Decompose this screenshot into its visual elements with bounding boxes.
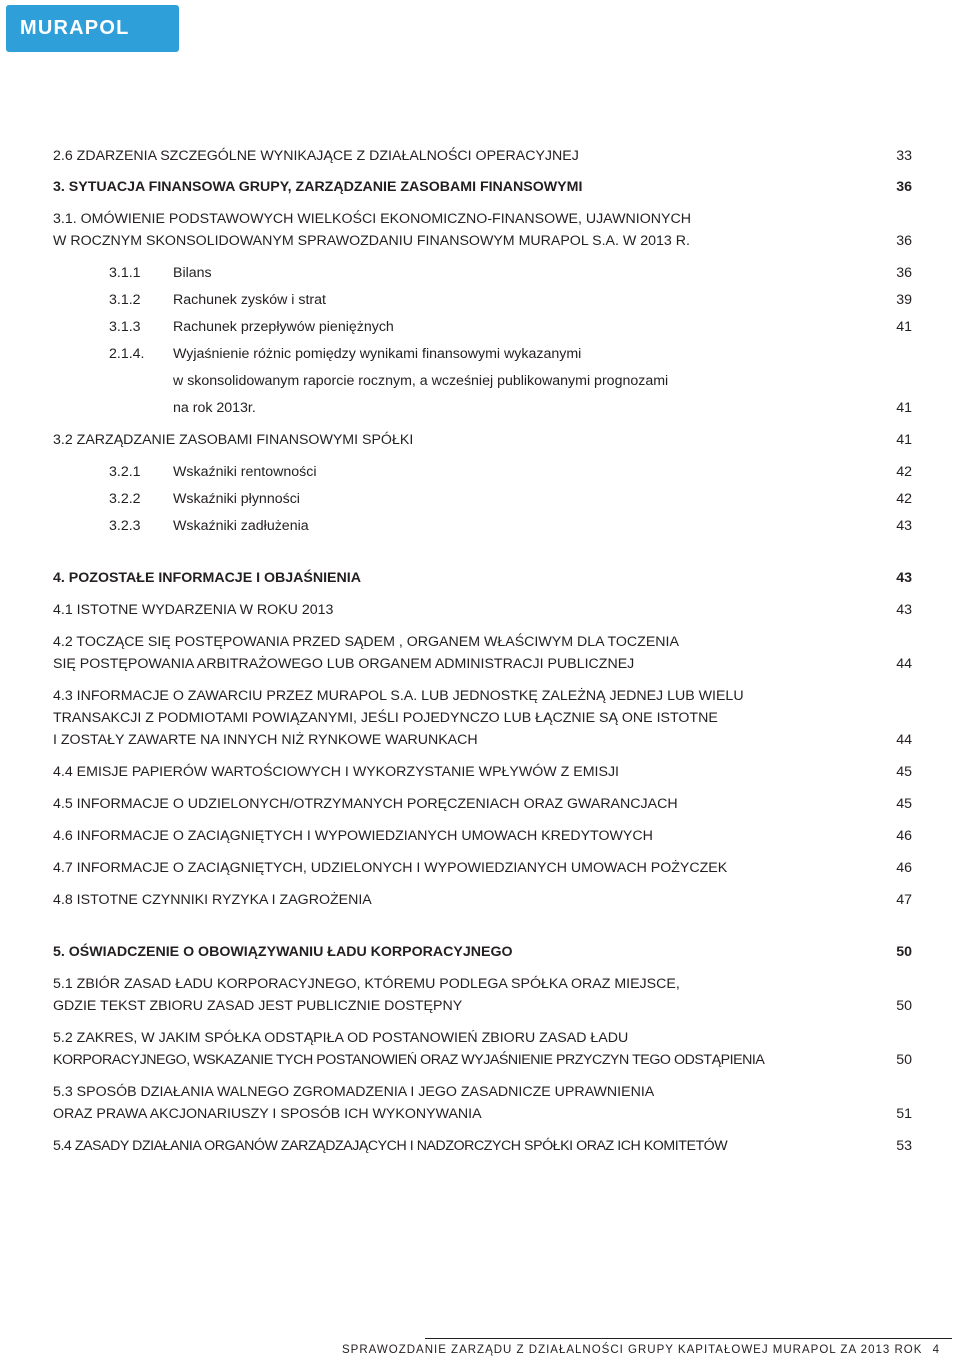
toc-subentry-title: na rok 2013r. <box>173 400 256 416</box>
toc-entry[interactable] <box>53 1082 912 1102</box>
toc-subentry-title: Wskaźniki płynności <box>173 491 300 507</box>
toc-subentry-page: 43 <box>896 518 912 534</box>
toc-entry-title: 4.5 INFORMACJE O UDZIELONYCH/OTRZYMANYCH PORĘCZENIACH ORAZ GWARANCJACH <box>53 796 678 812</box>
toc-subentry[interactable] <box>53 516 912 536</box>
toc-subentry-continuation[interactable] <box>53 398 912 418</box>
toc-section-title: 3. SYTUACJA FINANSOWA GRUPY, ZARZĄDZANIE ZASOBAMI FINANSOWYMI <box>53 179 583 195</box>
toc-subentry-title: Bilans <box>173 265 212 281</box>
toc-section-title: 5. OŚWIADCZENIE O OBOWIĄZYWANIU ŁADU KORPORACYJNEGO <box>53 944 513 960</box>
toc-entry[interactable] <box>53 794 912 814</box>
toc-entry[interactable] <box>53 1028 912 1048</box>
toc-subentry-page: 41 <box>896 319 912 335</box>
toc-entry-page: 53 <box>896 1138 912 1154</box>
toc-entry[interactable] <box>53 430 912 450</box>
toc-subentry-number: 3.1.2 <box>109 292 141 308</box>
toc-subentry[interactable] <box>53 290 912 310</box>
toc-entry-page: 43 <box>896 602 912 618</box>
toc-entry-continuation[interactable] <box>53 1050 912 1070</box>
toc-entry-title: KORPORACYJNEGO, WSKAZANIE TYCH POSTANOWIEŃ ORAZ WYJAŚNIENIE PRZYCZYN TEGO ODSTĄPIENIA <box>53 1052 765 1068</box>
footer-page-number: 4 <box>932 1344 940 1356</box>
toc-subentry[interactable] <box>53 344 912 364</box>
toc-entry-title: 4.6 INFORMACJE O ZACIĄGNIĘTYCH I WYPOWIEDZIANYCH UMOWACH KREDYTOWYCH <box>53 828 653 844</box>
toc-section[interactable] <box>53 568 912 588</box>
toc-subentry-number: 2.1.4. <box>109 346 145 362</box>
page-footer <box>342 1344 940 1356</box>
toc-subentry-page: 42 <box>896 464 912 480</box>
toc-entry[interactable] <box>53 146 912 166</box>
toc-entry-title: I ZOSTAŁY ZAWARTE NA INNYCH NIŻ RYNKOWE WARUNKACH <box>53 732 478 748</box>
toc-entry-page: 41 <box>896 432 912 448</box>
footer-title: SPRAWOZDANIE ZARZĄDU Z DZIAŁALNOŚCI GRUPY KAPITAŁOWEJ MURAPOL ZA 2013 ROK <box>342 1344 923 1356</box>
toc-entry[interactable] <box>53 974 912 994</box>
toc-subentry[interactable] <box>53 317 912 337</box>
toc-section-page: 36 <box>896 179 912 195</box>
toc-entry-continuation[interactable] <box>53 708 912 728</box>
toc-entry-continuation[interactable] <box>53 231 912 251</box>
toc-subentry-page: 42 <box>896 491 912 507</box>
toc-section-title: 4. POZOSTAŁE INFORMACJE I OBJAŚNIENIA <box>53 570 361 586</box>
toc-subentry-page: 41 <box>896 400 912 416</box>
toc-subentry-title: Wskaźniki rentowności <box>173 464 317 480</box>
toc-subentry-number: 3.2.2 <box>109 491 141 507</box>
toc-subentry-page: 36 <box>896 265 912 281</box>
toc-entry[interactable] <box>53 826 912 846</box>
toc-entry-continuation[interactable] <box>53 996 912 1016</box>
toc-entry-title: 5.1 ZBIÓR ZASAD ŁADU KORPORACYJNEGO, KTÓREMU PODLEGA SPÓŁKA ORAZ MIEJSCE, <box>53 976 680 992</box>
toc-entry-title: SIĘ POSTĘPOWANIA ARBITRAŻOWEGO LUB ORGANEM ADMINISTRACJI PUBLICZNEJ <box>53 656 635 672</box>
toc-entry-continuation[interactable] <box>53 654 912 674</box>
toc-entry-page: 44 <box>896 656 912 672</box>
toc-entry-title: 4.7 INFORMACJE O ZACIĄGNIĘTYCH, UDZIELONYCH I WYPOWIEDZIANYCH UMOWACH POŻYCZEK <box>53 860 728 876</box>
toc-entry-page: 36 <box>896 233 912 249</box>
toc-entry-title: GDZIE TEKST ZBIORU ZASAD JEST PUBLICZNIE DOSTĘPNY <box>53 998 463 1014</box>
toc-entry[interactable] <box>53 209 912 229</box>
toc-subentry-title: Wskaźniki zadłużenia <box>173 518 309 534</box>
company-badge: MURAPOL S.A. <box>6 5 179 52</box>
toc-entry-title: 5.3 SPOSÓB DZIAŁANIA WALNEGO ZGROMADZENIA I JEGO ZASADNICZE UPRAWNIENIA <box>53 1084 655 1100</box>
toc-entry-page: 45 <box>896 796 912 812</box>
toc-subentry-number: 3.2.3 <box>109 518 141 534</box>
toc-entry-title: 3.1. OMÓWIENIE PODSTAWOWYCH WIELKOŚCI EKONOMICZNO-FINANSOWE, UJAWNIONYCH <box>53 211 691 227</box>
toc-section[interactable] <box>53 177 912 197</box>
footer-divider <box>425 1338 952 1339</box>
toc-entry-page: 46 <box>896 828 912 844</box>
toc-entry-title: 5.4 ZASADY DZIAŁANIA ORGANÓW ZARZĄDZAJĄCYCH I NADZORCZYCH SPÓŁKI ORAZ ICH KOMITETÓW <box>53 1138 728 1154</box>
toc-entry-title: 4.8 ISTOTNE CZYNNIKI RYZYKA I ZAGROŻENIA <box>53 892 372 908</box>
toc-entry-page: 51 <box>896 1106 912 1122</box>
toc-subentry-title: Rachunek przepływów pieniężnych <box>173 319 394 335</box>
toc-entry-title: 5.2 ZAKRES, W JAKIM SPÓŁKA ODSTĄPIŁA OD POSTANOWIEŃ ZBIORU ZASAD ŁADU <box>53 1030 629 1046</box>
toc-section-page: 43 <box>896 570 912 586</box>
toc-entry[interactable] <box>53 1136 912 1156</box>
toc-entry-title: 4.1 ISTOTNE WYDARZENIA W ROKU 2013 <box>53 602 334 618</box>
toc-subentry-number: 3.2.1 <box>109 464 141 480</box>
toc-entry-page: 46 <box>896 860 912 876</box>
toc-entry-page: 50 <box>896 1052 912 1068</box>
toc-entry-page: 44 <box>896 732 912 748</box>
toc-entry-title: 2.6 ZDARZENIA SZCZEGÓLNE WYNIKAJĄCE Z DZIAŁALNOŚCI OPERACYJNEJ <box>53 148 579 164</box>
toc-section-page: 50 <box>896 944 912 960</box>
toc-entry-page: 50 <box>896 998 912 1014</box>
toc-subentry-title: w skonsolidowanym raporcie rocznym, a wcześniej publikowanymi prognozami <box>173 373 669 389</box>
toc-subentry-title: Wyjaśnienie różnic pomiędzy wynikami finansowymi wykazanymi <box>173 346 582 362</box>
toc-entry[interactable] <box>53 858 912 878</box>
toc-entry-continuation[interactable] <box>53 1104 912 1124</box>
toc-entry[interactable] <box>53 762 912 782</box>
toc-subentry-title: Rachunek zysków i strat <box>173 292 326 308</box>
toc-entry-title: 4.3 INFORMACJE O ZAWARCIU PRZEZ MURAPOL S.A. LUB JEDNOSTKĘ ZALEŻNĄ JEDNEJ LUB WIELU <box>53 688 744 704</box>
toc-entry[interactable] <box>53 686 912 706</box>
toc-entry-title: 4.4 EMISJE PAPIERÓW WARTOŚCIOWYCH I WYKORZYSTANIE WPŁYWÓW Z EMISJI <box>53 764 619 780</box>
toc-subentry[interactable] <box>53 489 912 509</box>
toc-entry[interactable] <box>53 600 912 620</box>
toc-entry-title: 3.2 ZARZĄDZANIE ZASOBAMI FINANSOWYMI SPÓŁKI <box>53 432 414 448</box>
toc-subentry-number: 3.1.3 <box>109 319 141 335</box>
toc-entry-title: TRANSAKCJI Z PODMIOTAMI POWIĄZANYMI, JEŚLI POJEDYNCZO LUB ŁĄCZNIE SĄ ONE ISTOTNE <box>53 710 718 726</box>
toc-entry-title: 4.2 TOCZĄCE SIĘ POSTĘPOWANIA PRZED SĄDEM , ORGANEM WŁAŚCIWYM DLA TOCZENIA <box>53 634 679 650</box>
toc-section[interactable] <box>53 942 912 962</box>
toc-entry[interactable] <box>53 632 912 652</box>
toc-entry-title: W ROCZNYM SKONSOLIDOWANYM SPRAWOZDANIU FINANSOWYM MURAPOL S.A. W 2013 R. <box>53 233 690 249</box>
toc-subentry-page: 39 <box>896 292 912 308</box>
toc-entry[interactable] <box>53 890 912 910</box>
toc-entry-title: ORAZ PRAWA AKCJONARIUSZY I SPOSÓB ICH WYKONYWANIA <box>53 1106 482 1122</box>
toc-subentry[interactable] <box>53 462 912 482</box>
toc-subentry-continuation[interactable] <box>53 371 912 391</box>
toc-entry-page: 45 <box>896 764 912 780</box>
toc-entry-page: 33 <box>896 148 912 164</box>
toc-entry-page: 47 <box>896 892 912 908</box>
toc-subentry[interactable] <box>53 263 912 283</box>
toc-entry-continuation[interactable] <box>53 730 912 750</box>
toc-subentry-number: 3.1.1 <box>109 265 141 281</box>
